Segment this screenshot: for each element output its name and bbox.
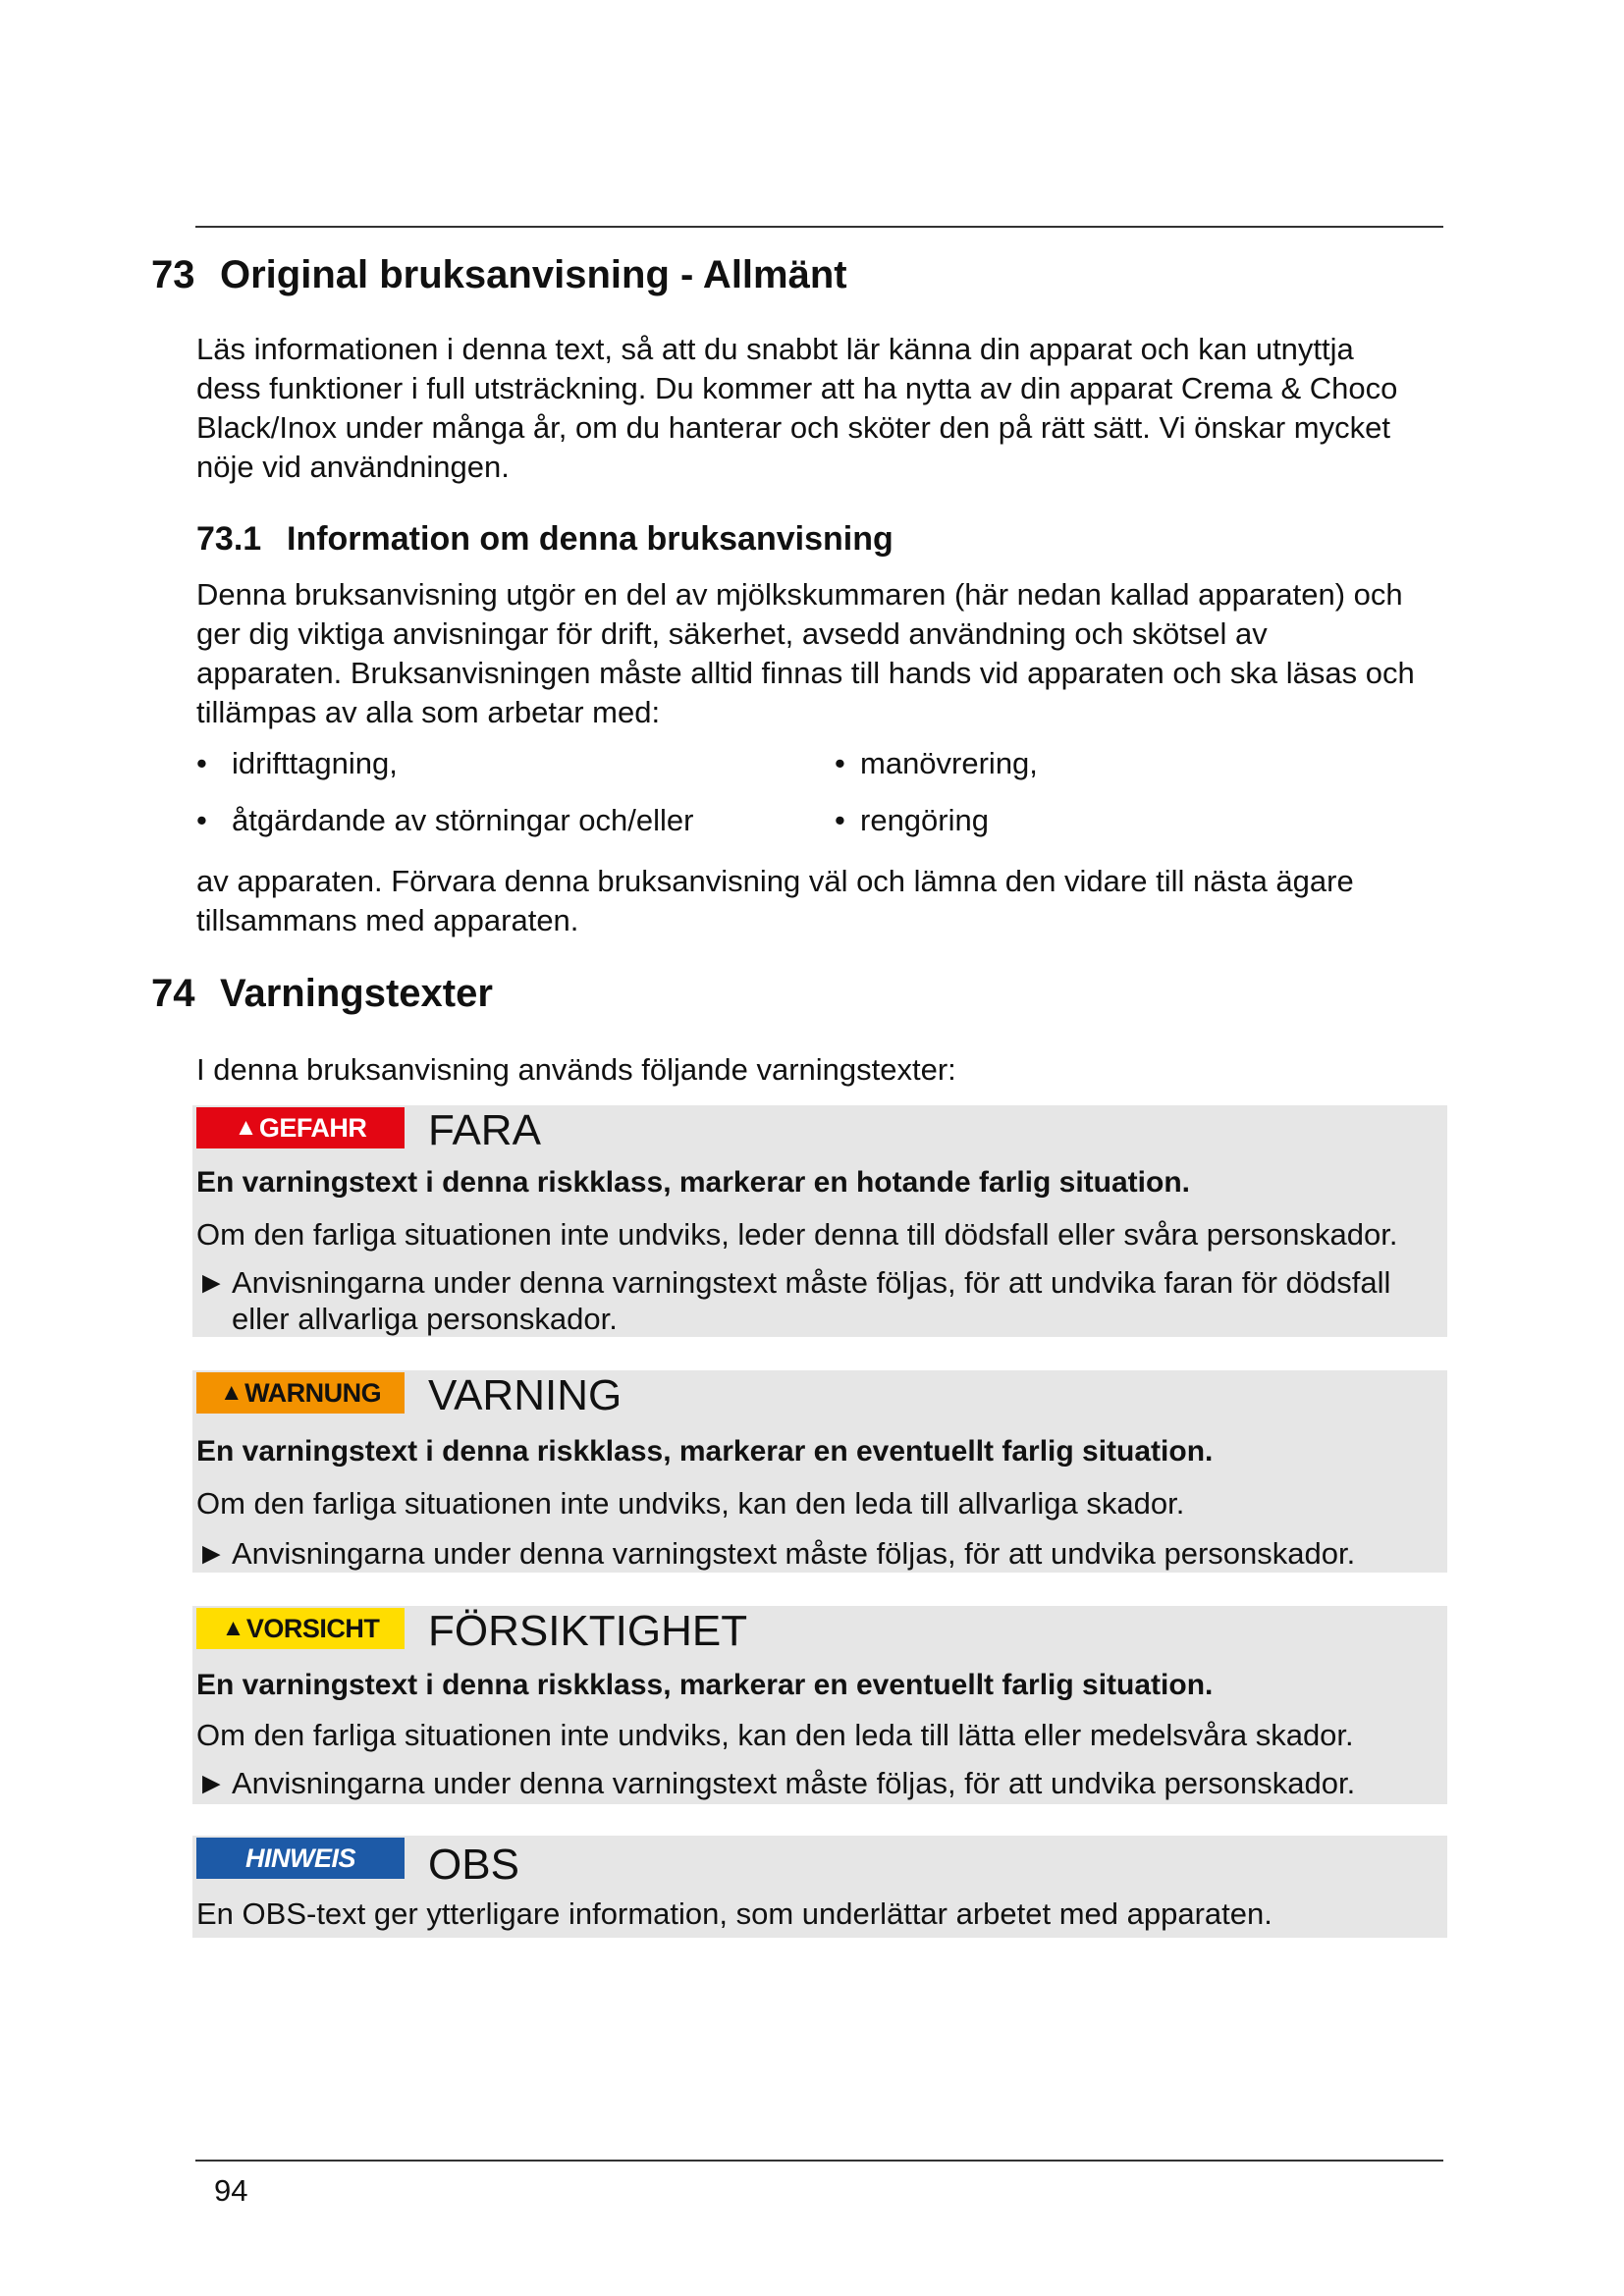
list-item: • idrifttagning, [196, 746, 398, 780]
arrow-right-icon: ► [196, 1265, 227, 1300]
arrow-right-icon: ► [196, 1536, 227, 1571]
text-line: ger dig viktiga anvisningar för drift, säkerhet, avsedd användning och skötsel av [196, 616, 1268, 651]
text-line: dess funktioner i full utsträckning. Du kommer att ha nytta av din apparat Crema & Choco [196, 371, 1398, 405]
list-item: • manövrering, [835, 746, 1038, 780]
section-74-heading [151, 972, 493, 1016]
warning-box-obs [192, 1836, 1447, 1938]
warning-instruction: ► Anvisningarna under denna varningstext måste följas, för att undvika faran för dödsfall eller allvarliga personskador. [196, 1265, 1391, 1336]
section-number: 73.1 [196, 520, 262, 558]
warning-text: En OBS-text ger ytterligare information, som underlättar arbetet med apparaten. [196, 1896, 1272, 1931]
section-74-intro: I denna bruksanvisning används följande varningstexter: [196, 1052, 956, 1087]
section-73-intro [196, 330, 1463, 487]
page-number: 94 [214, 2173, 248, 2208]
section-title: Original bruksanvisning - Allmänt [220, 253, 847, 296]
text-line: apparaten. Bruksanvisningen måste alltid finnas till hands vid apparaten och ska läsas och [196, 656, 1415, 690]
warning-text: Om den farliga situationen inte undviks, kan den leda till lätta eller medelsvåra skador. [196, 1718, 1354, 1752]
section-73-heading [151, 253, 847, 297]
bullet-icon: • [835, 803, 845, 837]
warning-triangle-icon: ▲ [219, 1379, 244, 1406]
vorsicht-badge: ▲ VORSICHT [196, 1608, 405, 1649]
footer-rule [195, 2160, 1443, 2162]
section-number: 73 [151, 253, 195, 296]
warning-title: VARNING [428, 1371, 623, 1419]
section-73-1-heading [196, 520, 893, 559]
hinweis-badge: HINWEIS [196, 1838, 405, 1879]
warning-box-forsiktighet [192, 1606, 1447, 1804]
section-title: Information om denna bruksanvisning [287, 520, 893, 558]
warning-text: Om den farliga situationen inte undviks, kan den leda till allvarliga skador. [196, 1486, 1185, 1521]
bullet-row [196, 803, 1443, 860]
warning-title: OBS [428, 1841, 519, 1889]
gefahr-badge: ▲ GEFAHR [196, 1107, 405, 1148]
header-rule [195, 226, 1443, 228]
warning-title: FARA [428, 1106, 541, 1154]
list-item: • rengöring [835, 803, 989, 837]
bullet-row [196, 746, 1443, 803]
warning-instruction: ► Anvisningarna under denna varningstext måste följas, för att undvika personskador. [196, 1536, 1356, 1571]
section-73-1-closing [196, 862, 1463, 940]
warning-triangle-icon: ▲ [234, 1114, 257, 1141]
section-number: 74 [151, 972, 195, 1015]
text-line: nöje vid användningen. [196, 450, 510, 484]
warnung-badge: ▲ WARNUNG [196, 1372, 405, 1414]
text-line: tillsammans med apparaten. [196, 903, 579, 937]
bullet-icon: • [196, 803, 207, 837]
text-line: Black/Inox under många år, om du hanterar och sköter den på rätt sätt. Vi önskar mycket [196, 410, 1390, 445]
bullet-list [196, 746, 1443, 860]
section-title: Varningstexter [220, 972, 493, 1015]
warning-bold-text: En varningstext i denna riskklass, markerar en eventuellt farlig situation. [196, 1435, 1214, 1468]
warning-bold-text: En varningstext i denna riskklass, markerar en hotande farlig situation. [196, 1166, 1190, 1199]
warning-bold-text: En varningstext i denna riskklass, markerar en eventuellt farlig situation. [196, 1669, 1214, 1701]
warning-triangle-icon: ▲ [221, 1615, 244, 1641]
list-item: • åtgärdande av störningar och/eller [196, 803, 694, 837]
warning-box-varning [192, 1370, 1447, 1573]
bullet-icon: • [835, 746, 845, 780]
warning-text: Om den farliga situationen inte undviks, leder denna till dödsfall eller svåra personskador. [196, 1217, 1398, 1252]
text-line: tillämpas av alla som arbetar med: [196, 695, 661, 729]
text-line: av apparaten. Förvara denna bruksanvisning väl och lämna den vidare till nästa ägare [196, 864, 1354, 898]
arrow-right-icon: ► [196, 1766, 227, 1800]
warning-instruction: ► Anvisningarna under denna varningstext måste följas, för att undvika personskador. [196, 1766, 1356, 1800]
section-73-1-body [196, 575, 1463, 732]
warning-title: FÖRSIKTIGHET [428, 1607, 748, 1655]
text-line: Läs informationen i denna text, så att du snabbt lär känna din apparat och kan utnyttja [196, 332, 1354, 366]
bullet-icon: • [196, 746, 207, 780]
warning-box-fara [192, 1105, 1447, 1337]
text-line: Denna bruksanvisning utgör en del av mjölkskummaren (här nedan kallad apparaten) och [196, 577, 1403, 612]
